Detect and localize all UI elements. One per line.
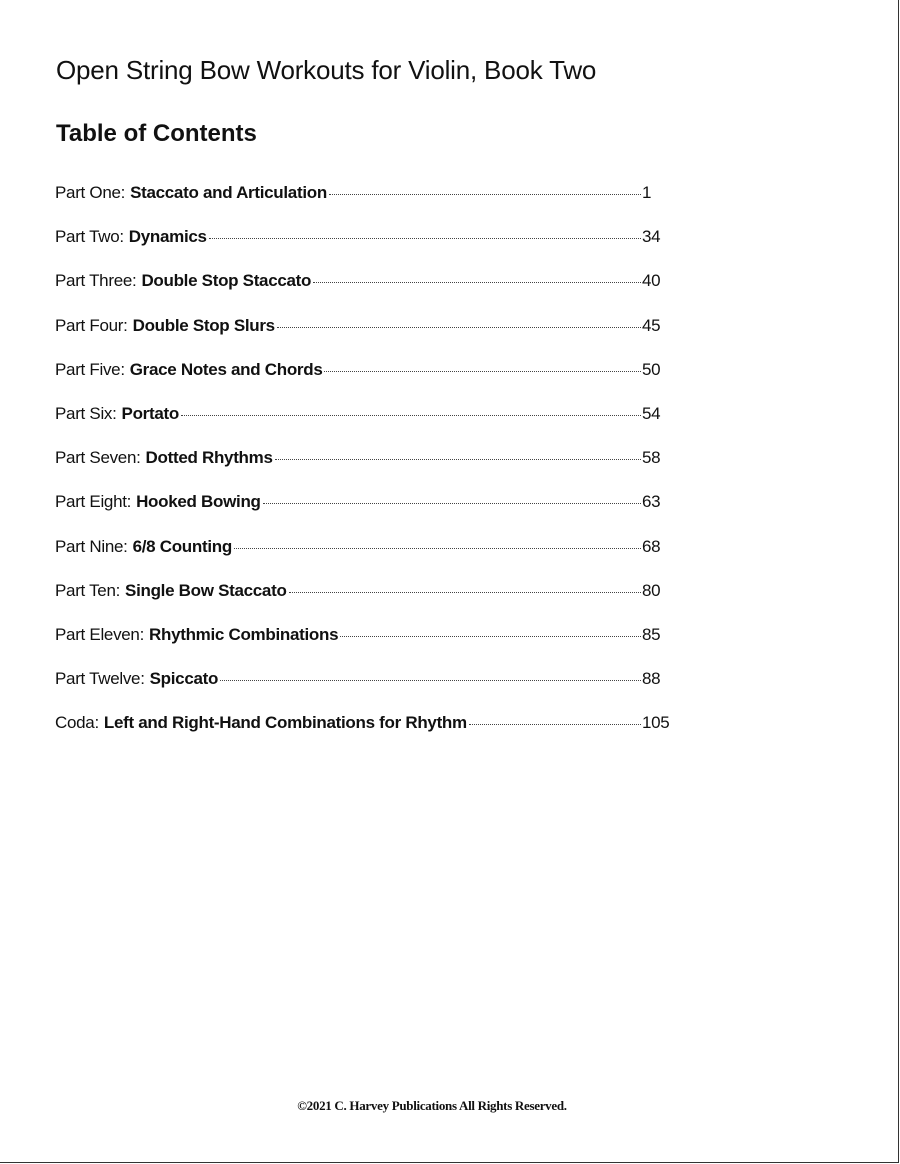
entry-page-number: 54 (642, 403, 661, 423)
entry-title: Dynamics (128, 227, 207, 247)
entry-part-label: Part Eleven: (55, 624, 145, 644)
entry-part-label: Part Four: (55, 315, 128, 335)
entry-title: Rhythmic Combinations (149, 624, 339, 644)
entry-title: Dotted Rhythms (145, 448, 273, 468)
dot-leader (263, 503, 641, 504)
entry-page-number: 88 (642, 669, 661, 689)
toc-entry-part-eleven (55, 625, 675, 669)
entry-page-number: 68 (642, 536, 661, 556)
entry-part-label: Part One: (55, 183, 126, 202)
dot-leader (324, 371, 641, 372)
entry-page-number: 1 (642, 183, 652, 202)
entry-title: Spiccato (149, 669, 219, 689)
entry-part-label: Part Ten: (55, 580, 121, 600)
entry-page-number: 50 (642, 359, 661, 379)
dot-leader (220, 680, 641, 681)
entry-part-label: Part Twelve: (55, 669, 145, 689)
entry-title: 6/8 Counting (132, 536, 232, 556)
dot-leader (275, 459, 641, 460)
table-of-contents (55, 183, 675, 757)
entry-part-label: Part Six: (55, 403, 117, 423)
entry-part-label: Part Seven: (55, 448, 141, 468)
entry-page-number: 58 (642, 448, 661, 468)
entry-title: Single Bow Staccato (125, 580, 287, 600)
copyright-notice: ©2021 C. Harvey Publications All Rights Reserved. (297, 1098, 567, 1113)
toc-entry-part-five (55, 360, 675, 404)
dot-leader (313, 282, 641, 283)
entry-part-label: Coda: (55, 713, 99, 733)
entry-title: Staccato and Articulation (130, 183, 327, 202)
dot-leader (277, 327, 641, 328)
toc-entry-part-eight (55, 492, 675, 536)
toc-entry-part-twelve (55, 669, 675, 713)
toc-entry-part-four (55, 316, 675, 360)
entry-part-label: Part Nine: (55, 536, 128, 556)
entry-part-label: Part Two: (55, 227, 124, 247)
entry-page-number: 45 (642, 315, 661, 335)
entry-page-number: 80 (642, 580, 661, 600)
toc-entry-part-two (55, 227, 675, 271)
entry-part-label: Part Five: (55, 359, 125, 379)
dot-leader (234, 548, 641, 549)
dot-leader (340, 636, 641, 637)
entry-part-label: Part Three: (55, 271, 137, 291)
entry-page-number: 40 (642, 271, 661, 291)
toc-heading: Table of Contents (56, 120, 257, 147)
entry-title: Portato (121, 403, 179, 423)
entry-page-number: 34 (642, 227, 661, 247)
entry-part-label: Part Eight: (55, 492, 132, 512)
dot-leader (209, 238, 641, 239)
entry-title: Grace Notes and Chords (129, 359, 323, 379)
book-title: Open String Bow Workouts for Violin, Book Two (56, 55, 597, 85)
toc-entry-part-seven (55, 448, 675, 492)
entry-page-number: 63 (642, 492, 661, 512)
toc-entry-part-nine (55, 537, 675, 581)
entry-title: Left and Right-Hand Combinations for Rhythm (103, 713, 467, 733)
dot-leader (329, 194, 641, 195)
toc-entry-part-one (55, 183, 675, 227)
dot-leader (469, 724, 641, 725)
toc-entry-part-ten (55, 581, 675, 625)
toc-entry-part-three (55, 271, 675, 315)
entry-page-number: 105 (642, 713, 670, 733)
dot-leader (289, 592, 641, 593)
toc-entry-coda (55, 713, 675, 757)
toc-entry-part-six (55, 404, 675, 448)
dot-leader (181, 415, 641, 416)
entry-page-number: 85 (642, 624, 661, 644)
entry-title: Hooked Bowing (136, 492, 261, 512)
entry-title: Double Stop Staccato (141, 271, 312, 291)
entry-title: Double Stop Slurs (132, 315, 275, 335)
